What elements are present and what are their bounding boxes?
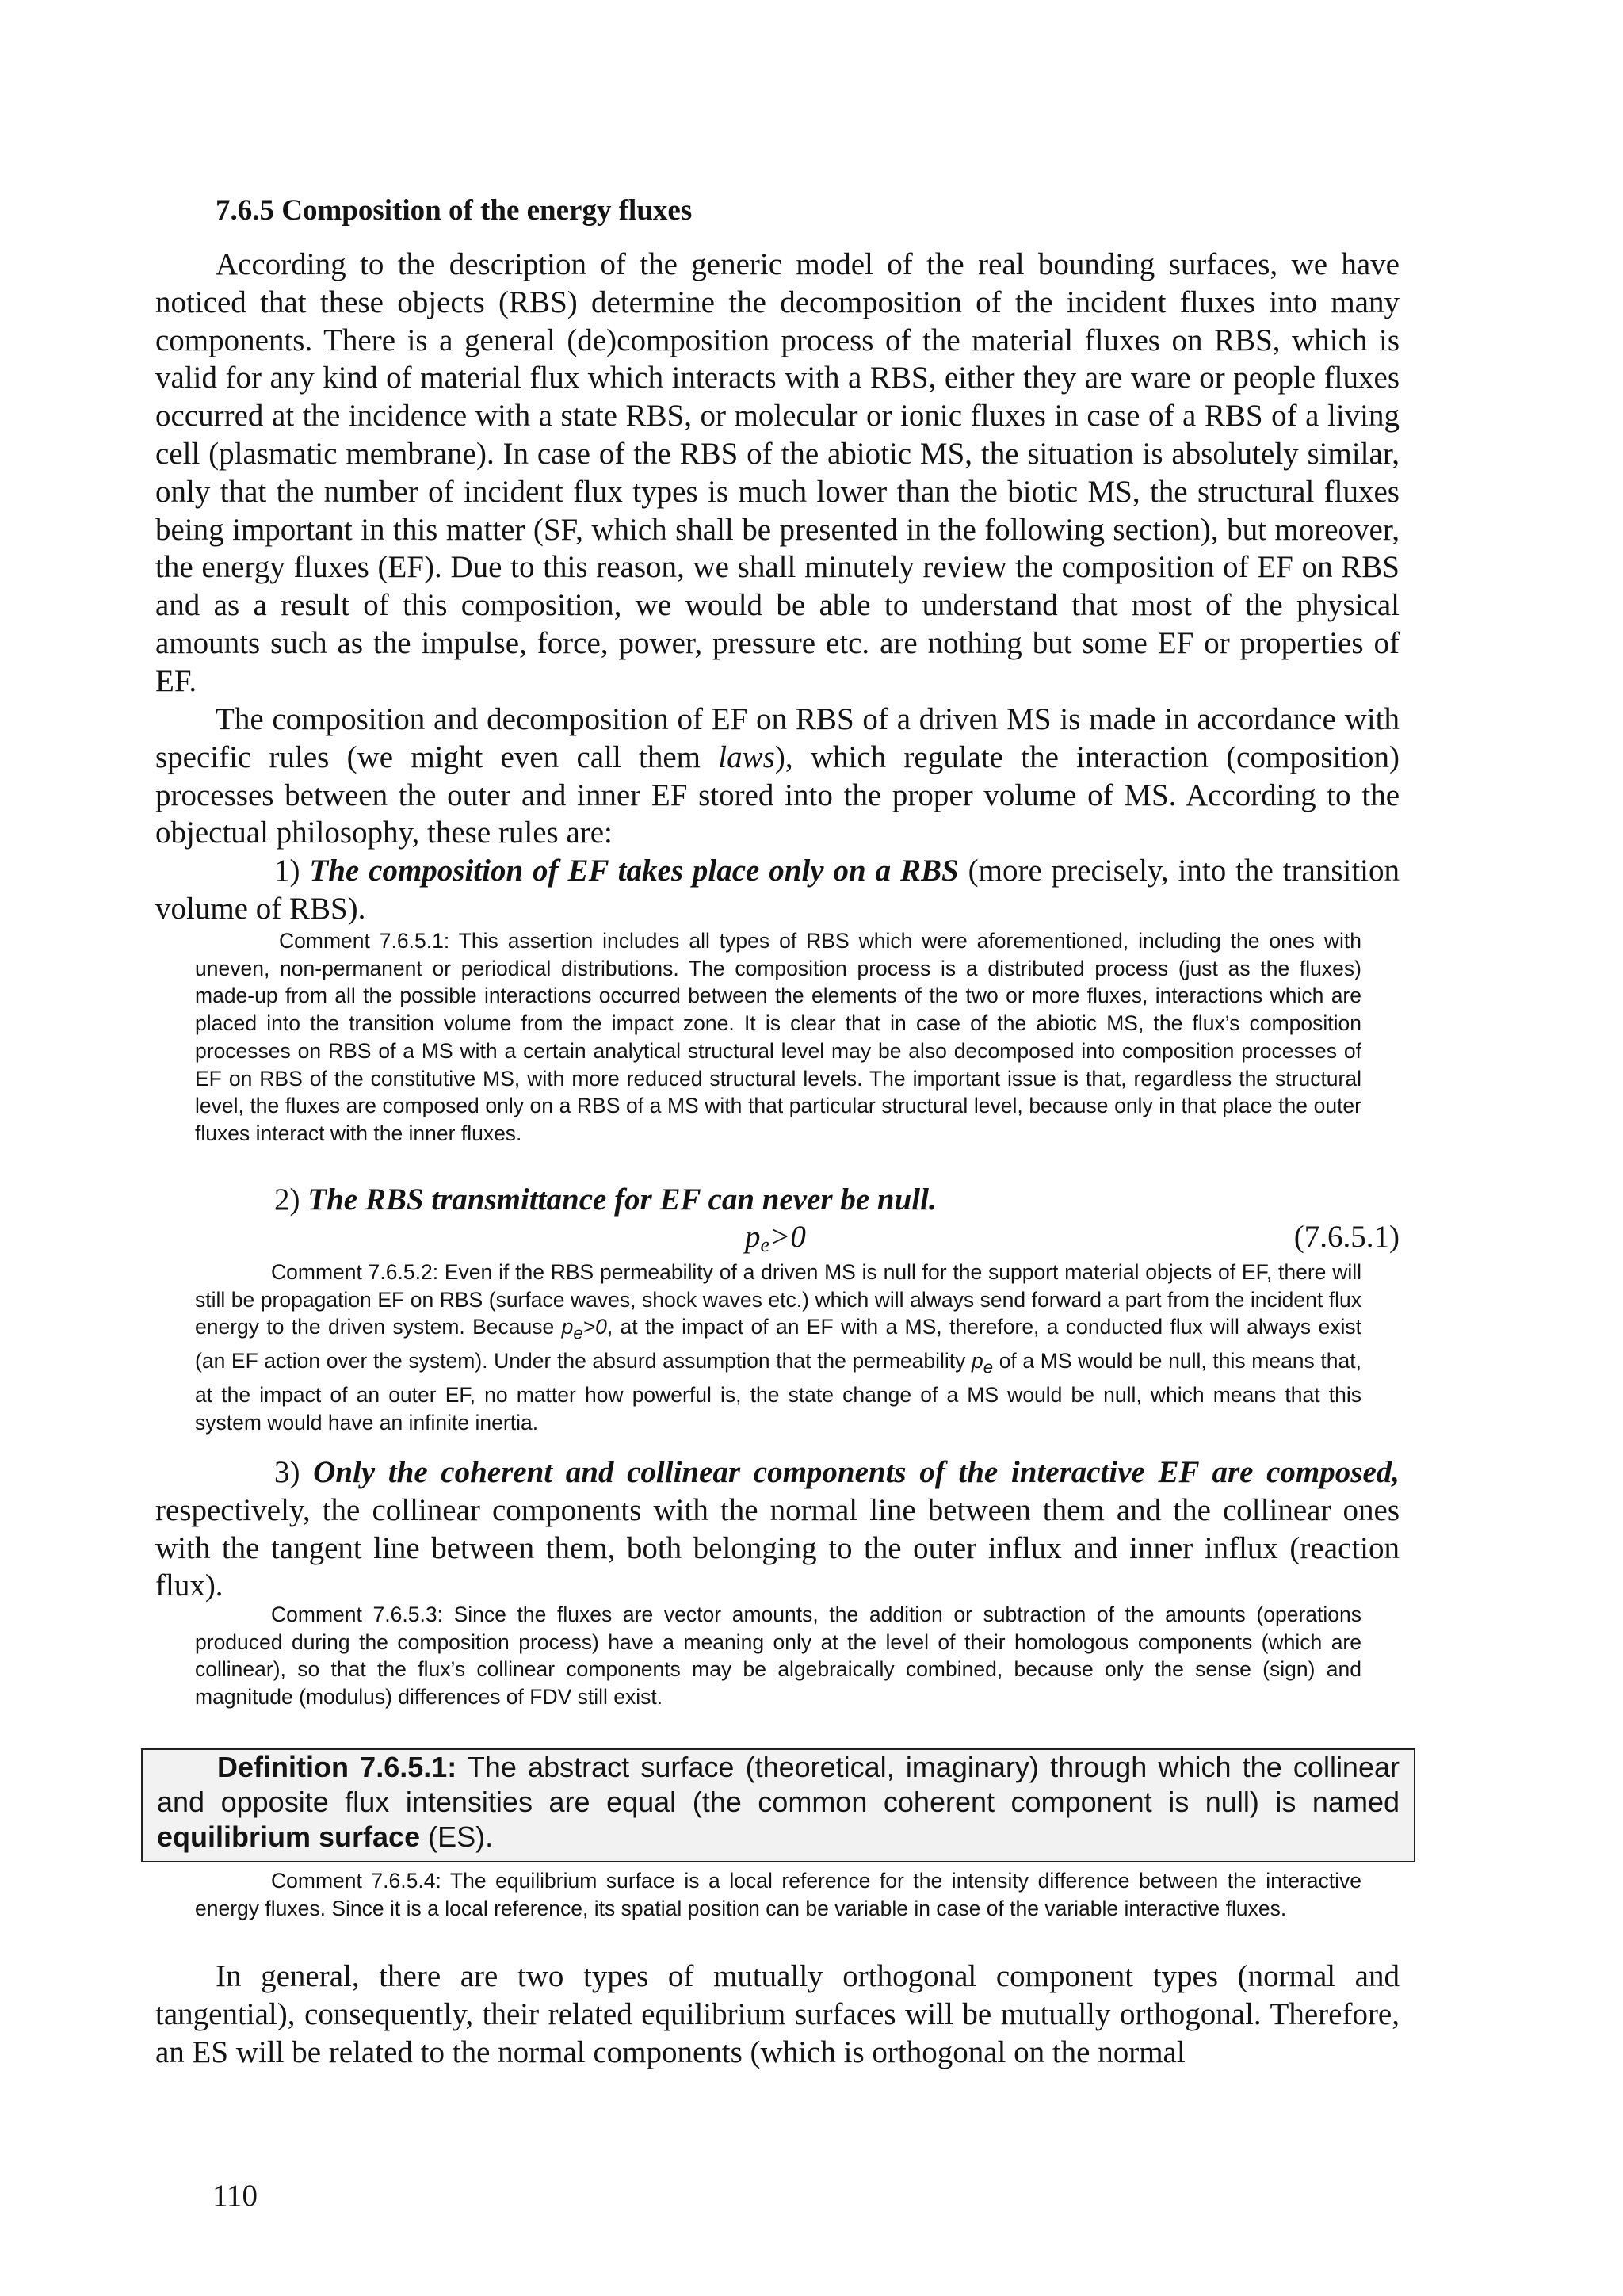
- definition-term: equilibrium surface: [157, 1820, 421, 1853]
- paragraph-2: [155, 701, 1400, 852]
- comment-3-text: Comment 7.6.5.3: Since the fluxes are vector amounts, the addition or subtraction of the amounts (operations produced during the composition process) have a meaning only at the level of their homologous components (which are collinear), so that the flux’s collinear components may be algebraically combined, because only the sense (sign) and magnitude (modulus) differences of FDV still exist.: [195, 1603, 1361, 1710]
- equation-symbol: p: [745, 1220, 761, 1254]
- comment-3: [195, 1601, 1361, 1711]
- comment-2-sub2: e: [983, 1357, 994, 1377]
- paragraph-3-text: In general, there are two types of mutually orthogonal component types (normal and tangential), consequently, their related equilibrium surfaces will be mutually orthogonal. Therefore, an ES will be related to the normal components (which is orthogonal on the normal: [155, 1959, 1400, 2069]
- rule-2-statement: The RBS transmittance for EF can never be null.: [307, 1182, 937, 1217]
- comment-2-text-b: , at the impact of an EF with a MS, therefore, a conducted flux will always exist (an EF action over the system). Under the absurd assumption that the permeability: [195, 1315, 1361, 1373]
- rule-1: [155, 852, 1400, 928]
- rule-1-rest: (more precisely, into the transition volume of RBS).: [155, 854, 1400, 926]
- comment-2-p2: p: [972, 1349, 983, 1373]
- paragraph-1: [155, 246, 1400, 701]
- comment-4: [195, 1867, 1361, 1922]
- equation-number: (7.6.5.1): [1293, 1220, 1400, 1254]
- comment-2-sub: e: [573, 1323, 583, 1343]
- rule-1-statement: The composition of EF takes place only on a RBS: [309, 854, 959, 888]
- paragraph-1-text: According to the description of the generic model of the real bounding surfaces, we have noticed that these objects (RBS) determine the decomposition of the incident fluxes into many components. There is a general (de)composition process of the material fluxes on RBS, which is valid for any kind of material flux which interacts with a RBS, either they are ware or people fluxes occurred at the incidence with a state RBS, or molecular or ionic fluxes in case of a RBS of a living cell (plasmatic membrane). In case of the RBS of the abiotic MS, the situation is absolutely similar, only that the number of incident flux types is much lower than the biotic MS, the structural fluxes being important in this matter (SF, which shall be presented in the following section), but moreover, the energy fluxes (EF). Due to this reason, we shall minutely review the composition of EF on RBS and as a result of this composition, we would be able to understand that most of the physical amounts such as the impulse, force, power, pressure etc. are nothing but some EF or properties of EF.: [155, 247, 1400, 698]
- equation-subscript: e: [760, 1233, 770, 1256]
- rule-3: [155, 1454, 1400, 1605]
- comment-2: [195, 1259, 1361, 1437]
- equation-relation: >0: [769, 1220, 806, 1254]
- comment-2-inline-symbol-2: [972, 1349, 994, 1377]
- comment-2-text-a: Comment 7.6.5.2: Even if the RBS permeability of a driven MS is null for the support material objects of EF, there will still be propagation EF on RBS (surface waves, shock waves etc.) which will always send forward a part from the incident flux energy to the driven system. Because: [195, 1260, 1361, 1339]
- definition-box: [141, 1748, 1415, 1862]
- paragraph-2-text-b: ), which regulate the interaction (composition) processes between the outer and inner EF stored into the proper volume of MS. According to the objectual philosophy, these rules are:: [155, 739, 1400, 850]
- rule-1-number: 1): [274, 854, 300, 888]
- comment-4-text: Comment 7.6.5.4: The equilibrium surface is a local reference for the intensity difference between the interactive energy fluxes. Since it is a local reference, its spatial position can be variable in case of the variable interactive fluxes.: [195, 1869, 1361, 1920]
- rule-3-statement: Only the coherent and collinear components of the interactive EF are composed,: [313, 1455, 1400, 1489]
- section-heading: 7.6.5 Composition of the energy fluxes: [216, 194, 693, 227]
- rule-2-number: 2): [274, 1182, 300, 1217]
- rule-3-rest: respectively, the collinear components with the normal line between them and the collinear ones with the tangent line between them, both belonging to the outer influx and inner influx (reaction flux).: [155, 1492, 1400, 1603]
- page-number: 110: [212, 2179, 258, 2213]
- comment-2-p: p: [561, 1315, 574, 1339]
- equation-formula: [745, 1219, 806, 1257]
- paragraph-2-text-a: The composition and decomposition of EF on RBS of a driven MS is made in accordance with specific rules (we might even call them: [155, 702, 1400, 774]
- comment-2-inline-symbol: [561, 1315, 607, 1343]
- comment-2-text-c: of a MS would be null, this means that, at the impact of an outer EF, no matter how powerful is, the state change of a MS would be null, which means that this system would have an infinite inertia.: [195, 1349, 1361, 1435]
- definition-label: Definition 7.6.5.1:: [217, 1751, 457, 1783]
- definition-suffix: (ES).: [420, 1820, 494, 1853]
- paragraph-3: [155, 1958, 1400, 2071]
- definition-text: The abstract surface (theoretical, imaginary) through which the collinear and opposite flux intensities are equal (the common coherent component is null) is named: [157, 1751, 1400, 1818]
- paragraph-2-italic: laws: [718, 739, 775, 774]
- comment-1: [195, 927, 1361, 1148]
- comment-1-text: Comment 7.6.5.1: This assertion includes all types of RBS which were aforementioned, including the ones with uneven, non-permanent or periodical distributions. The composition process is a distributed process (just as the fluxes) made-up from all the possible interactions occurred between the elements of the two or more fluxes, interactions which are placed into the transition volume from the impact zone. It is clear that in case of the abiotic MS, the flux’s composition processes on RBS of a MS with a certain analytical structural level may be also decomposed into composition processes of EF on RBS of the constitutive MS, with more reduced structural levels. The important issue is that, regardless the structural level, the fluxes are composed only on a RBS of a MS with that particular structural level, because only in that place the outer fluxes interact with the inner fluxes.: [195, 929, 1361, 1145]
- rule-2: [155, 1181, 1400, 1219]
- equation-row: [155, 1219, 1400, 1257]
- rule-3-number: 3): [274, 1455, 300, 1489]
- comment-2-rel: >0: [582, 1315, 607, 1339]
